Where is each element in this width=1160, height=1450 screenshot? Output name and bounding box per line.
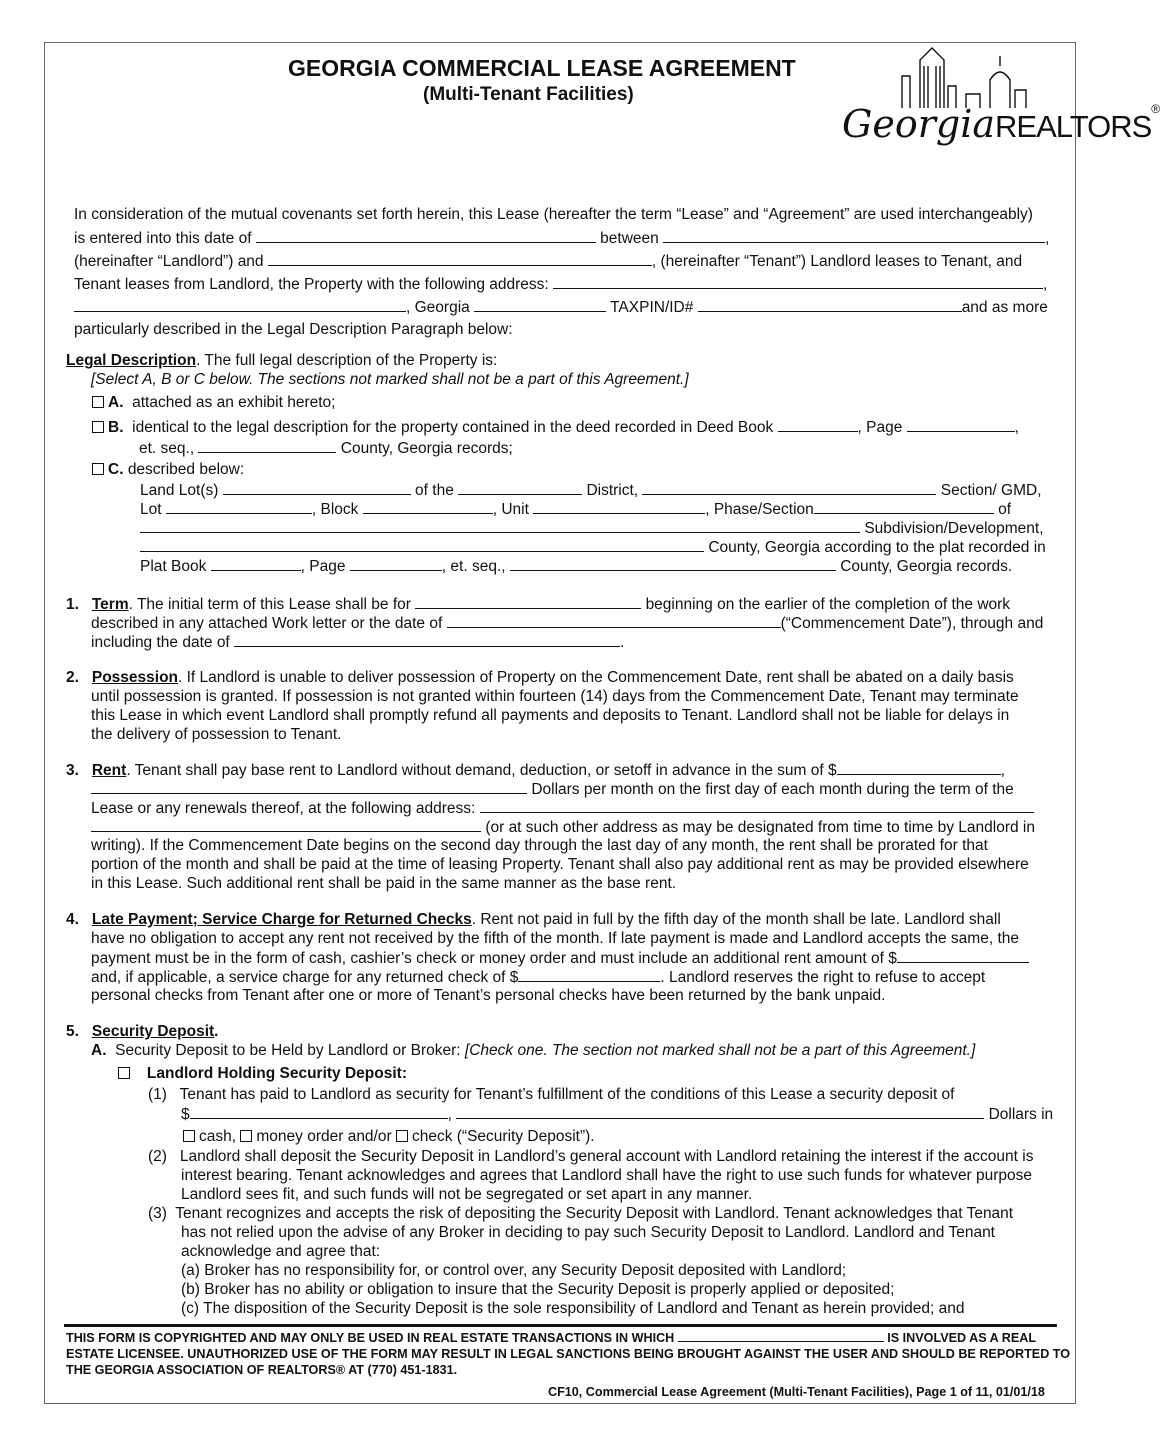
legal-instruction: [Select A, B or C below. The sections not marked shall not be a part of this Agreement.] [91,371,689,388]
legal-option-b-line-2 [139,438,513,458]
legal-c-line-1 [140,480,1042,500]
option-a-checkbox[interactable] [92,396,104,408]
section-5-a-letter: A. [91,1042,107,1059]
section-4-text-4a: and, if applicable, a service charge for any returned check of $ [91,969,519,986]
section-3-line-3 [91,798,1034,818]
section-3-text-1: . Tenant shall pay base rent to Landlord without demand, deduction, or setoff in advance in the sum of $ [126,762,837,779]
section-1-text-a: . The initial term of this Lease shall be for [128,596,411,613]
option-c-letter: C. [108,461,124,478]
logo-realtors-text: REALTORS [995,109,1152,144]
p2-text-1: Landlord shall deposit the Security Deposit in Landlord’s general account with Landlord retaining the interest if the account is [179,1148,1034,1165]
plat-book-field[interactable] [211,556,301,571]
option-b-letter: B. [108,419,124,436]
returned-check-charge-field[interactable] [518,967,660,982]
intro-line-5 [74,297,1048,317]
check-checkbox[interactable] [396,1130,408,1142]
footer-line-3: THE GEORGIA ASSOCIATION OF REALTORS® AT (770) 451-1831. [66,1363,458,1377]
unit-label: , Unit [492,501,529,518]
deed-county-field[interactable] [198,438,336,453]
p1-comma: , [447,1106,452,1123]
section-2-heading: Possession [91,669,179,686]
money-order-label: money order and/or [256,1128,392,1145]
form-identifier: CF10, Commercial Lease Agreement (Multi-Tenant Facilities), Page 1 of 11, 01/01/18 [548,1385,1045,1399]
section-3-line-6: portion of the month and shall be paid at the time of leasing Property. Tenant shall also pay additional rent as may be provided elsewhere [91,856,1029,873]
plat-etseq-label: , et. seq., [441,558,506,575]
deed-page-field[interactable] [907,417,1015,432]
section-3-line-2 [91,779,1014,799]
section-4-heading: Late Payment; Service Charge for Returned Checks [91,911,472,928]
p1-dollar-sign: $ [181,1106,190,1123]
intro-tenant-label: , (hereinafter “Tenant”) Landlord leases to Tenant, and [651,253,1023,270]
taxpin-label: TAXPIN/ID# [610,299,694,316]
intro-line-2: is entered into this date of between , [74,230,1050,247]
legal-description-heading [66,351,497,370]
subdivision-label: Subdivision/Development, [864,520,1044,537]
deposit-p1-line-3 [183,1127,595,1146]
section-5-period: . [214,1023,219,1040]
deposit-p3-line-2: has not relied upon the advise of any Broker in deciding to pay such Security Deposit to Landlord. Landlord and Tenant [181,1224,995,1241]
logo-script-text: Georgia [842,102,996,146]
landlord-holding-line [118,1064,407,1083]
intro-date-label: is entered into this date of [74,230,252,247]
unit-field[interactable] [533,499,705,514]
legal-heading-text: . The full legal description of the Property is: [196,352,498,369]
commencement-date-field[interactable] [447,613,781,628]
intro-landlord-label: (hereinafter “Landlord”) and [74,253,264,270]
section-1-line-1 [66,594,1010,614]
section-1-line-2 [91,613,1043,633]
plat-records-county-field[interactable] [510,556,836,571]
expiration-date-field[interactable] [234,632,620,647]
section-3-number: 3. [66,762,79,779]
section-5-heading-line [66,1022,218,1041]
deposit-p2-line-2: interest bearing. Tenant acknowledges and agrees that Landlord shall have the right to use such funds for whatever purpose [181,1167,1033,1184]
section-5-a-text: Security Deposit to be Held by Landlord or Broker: [115,1042,461,1059]
deposit-p3-item-b: (b) Broker has no ability or obligation to insure that the Security Deposit is properly applied or deposited; [181,1281,895,1298]
p3-number: (3) [148,1205,167,1222]
deposit-p3-item-a: (a) Broker has no responsibility for, or control over, any Security Deposit deposited with Landlord; [181,1262,847,1279]
intro-between-label: between [600,230,659,247]
georgia-realtors-logo [840,46,1160,166]
option-b-checkbox[interactable] [92,421,104,433]
section-1-text-e: including the date of [91,634,230,651]
section-5-a-line [91,1041,975,1060]
section-1-text-b: beginning on the earlier of the completion of the work [645,596,1011,613]
lot-field[interactable] [166,499,312,514]
deed-book-field[interactable] [778,417,858,432]
section-1-line-3: including the date of . [91,634,625,651]
section-1-text-c: described in any attached Work letter or the date of [91,615,443,632]
land-lot-field[interactable] [223,480,411,495]
intro-line-4: Tenant leases from Landlord, the Property with the following address: , [74,276,1048,293]
option-a-letter: A. [108,394,124,411]
term-length-field[interactable] [415,594,641,609]
section-4-line-4 [91,967,985,987]
option-c-text: described below: [127,461,245,478]
section-gmd-field[interactable] [642,480,936,495]
legal-option-b: B. identical to the legal description for the property contained in the deed recorded in Deed Book , Page , [92,417,1019,437]
section-2-number: 2. [66,669,79,686]
deposit-amount-field[interactable] [190,1104,448,1119]
base-rent-words-field[interactable] [91,779,527,794]
district-field[interactable] [458,480,582,495]
p3-text-1: Tenant recognizes and accepts the risk of depositing the Security Deposit with Landlord. Tenant acknowledges that Tenant [175,1205,1014,1222]
p1-number: (1) [148,1086,167,1103]
section-2-line-2: until possession is granted. If possession is not granted within fourteen (14) days from the Commencement Date, Tenant may terminate [91,688,1019,705]
deposit-p2-line-1 [148,1147,1033,1166]
section-5-heading: Security Deposit [91,1023,215,1040]
section-2-text-1: . If Landlord is unable to deliver possession of Property on the Commencement Date, rent shall be abated on a daily basis [178,669,1014,686]
landlord-holding-checkbox[interactable] [118,1067,130,1079]
deposit-words-field[interactable] [456,1104,984,1119]
section-3-line-7: in this Lease. Such additional rent shall be paid in the same manner as the base rent. [91,875,677,892]
page-title: GEORGIA COMMERCIAL LEASE AGREEMENT [288,55,796,81]
legal-option-c [92,460,244,479]
section-3-text-4: (or at such other address as may be designated from time to time by Landlord in [485,819,1035,836]
section-1-heading: Term [91,596,129,613]
section-3-text-3: Lease or any renewals thereof, at the following address: [91,800,476,817]
section-3-line-4 [91,817,1035,837]
intro-line-6: particularly described in the Legal Description Paragraph below: [74,321,513,338]
intro-line-3 [74,251,1022,271]
property-address-field[interactable] [553,274,1043,289]
option-b-text: identical to the legal description for the property contained in the deed recorded in Deed Book [132,419,774,436]
section-3-text-2: Dollars per month on the first day of each month during the term of the [531,781,1014,798]
cash-label: cash, [199,1128,237,1145]
section-gmd-label: Section/ GMD, [940,482,1042,499]
section-2-line-1 [66,668,1014,687]
plat-county-label: County, Georgia according to the plat recorded in [708,539,1046,556]
section-3-line-5: writing). If the Commencement Date begins on the second day through the last day of any month, the rent shall be prorated for that [91,837,988,854]
p1-text-1: Tenant has paid to Landlord as security for Tenant’s fulfillment of the conditions of this Lease a security deposit of [179,1086,955,1103]
legal-option-a [92,393,336,412]
section-4-line-2: have no obligation to accept any rent not received by the fifth of the month. If late payment is made and Landlord accepts the same, the [91,930,1019,947]
plat-page-label: , Page [300,558,346,575]
legal-c-line-4 [140,537,1046,557]
section-2-line-3: this Lease in which event Landlord shall promptly refund all payments and deposits to Tenant. Landlord shall not be liable for delays in [91,707,1010,724]
intro-line-1: In consideration of the mutual covenants set forth herein, this Lease (hereafter the term “Lease” and “Agreement” are used interchangeably) [74,206,1033,223]
footer-line-2: ESTATE LICENSEE. UNAUTHORIZED USE OF THE FORM MAY RESULT IN LEGAL SANCTIONS BEING BROUGHT AGAINST THE USER AND SHOULD BE REPORTED TO [66,1347,1071,1361]
deposit-p3-line-3: acknowledge and agree that: [181,1243,381,1260]
logo-registered-mark: ® [1151,102,1160,116]
phase-section-label: , Phase/Section [705,501,814,518]
base-rent-amount-field[interactable] [837,760,1001,775]
section-5-a-instruction: [Check one. The section not marked shall not be a part of this Agreement.] [464,1042,976,1059]
plat-county-field[interactable] [140,537,704,552]
deposit-p2-line-3: Landlord sees fit, and such funds will not be segregated or set apart in any manner. [181,1186,753,1203]
money-order-checkbox[interactable] [240,1130,252,1142]
legal-c-line-3 [140,518,1044,538]
district-label: District, [586,482,639,499]
footer-text-1b: IS INVOLVED AS A REAL [887,1331,1037,1345]
of-label: of [998,501,1012,518]
footer-text-1a: THIS FORM IS COPYRIGHTED AND MAY ONLY BE USED IN REAL ESTATE TRANSACTIONS IN WHICH [66,1331,675,1345]
block-label: , Block [311,501,359,518]
property-county-field[interactable] [474,297,606,312]
legal-c-line-2 [140,499,1011,519]
land-lot-label: Land Lot(s) [140,482,219,499]
section-3-line-1: 3. Rent. Tenant shall pay base rent to Landlord without demand, deduction, or setoff in advance in the sum of $ , [66,762,1005,779]
intro-georgia-label: , Georgia [406,299,470,316]
footer-rule [64,1324,1057,1327]
section-4-text-1: . Rent not paid in full by the fifth day of the month shall be late. Landlord shall [471,911,1001,928]
phase-section-field[interactable] [814,499,994,514]
section-4-line-5: personal checks from Tenant after one or more of Tenant’s personal checks have been returned by the bank unpaid. [91,987,886,1004]
page-subtitle: (Multi-Tenant Facilities) [423,84,634,105]
deposit-p3-line-1 [148,1204,1013,1223]
section-5-number: 5. [66,1023,79,1040]
block-field[interactable] [363,499,493,514]
intro-address-label: Tenant leases from Landlord, the Property with the following address: [74,276,549,293]
option-b-etseq-label: et. seq., [139,440,195,457]
section-1-number: 1. [66,596,79,613]
p2-number: (2) [148,1148,167,1165]
landlord-name-field[interactable] [663,228,1045,243]
cash-checkbox[interactable] [183,1130,195,1142]
plat-book-label: Plat Book [140,558,207,575]
rent-address-continued-field[interactable] [91,817,481,832]
rent-address-field[interactable] [480,798,1034,813]
licensee-name-field[interactable] [678,1330,884,1342]
taxpin-field[interactable] [698,297,962,312]
option-b-county-label: County, Georgia records; [340,440,513,457]
section-3-heading: Rent [91,762,127,779]
of-the-label: of the [415,482,454,499]
property-city-field[interactable] [74,297,406,312]
section-4-text-3: payment must be in the form of cash, cashier’s check or money order and must include an additional rent amount of $ [91,950,897,967]
landlord-holding-label: Landlord Holding Security Deposit: [146,1065,407,1082]
lease-date-field[interactable] [256,228,596,243]
plat-records-label: County, Georgia records. [840,558,1013,575]
late-charge-field[interactable] [897,948,1029,963]
footer-line-1 [66,1330,1036,1346]
section-1-text-d: (“Commencement Date”), through and [780,615,1044,632]
legal-heading-label: Legal Description [66,352,197,369]
legal-c-line-5 [140,556,1012,576]
tenant-name-field[interactable] [268,251,652,266]
section-4-number: 4. [66,911,79,928]
section-4-text-4b: . Landlord reserves the right to refuse to accept [660,969,986,986]
intro-as-more-label: and as more [961,299,1048,316]
deposit-p3-item-c: (c) The disposition of the Security Deposit is the sole responsibility of Landlord and Tenant as herein provided; and [181,1300,965,1317]
section-4-line-3 [91,948,1029,968]
section-2-line-4: the delivery of possession to Tenant. [91,726,342,743]
lot-label: Lot [140,501,162,518]
deposit-p1-line-2 [181,1104,1053,1124]
deposit-p1-line-1 [148,1085,954,1104]
check-label: check (“Security Deposit”). [411,1128,595,1145]
subdivision-field[interactable] [140,518,860,533]
section-4-line-1 [66,910,1001,929]
option-a-text: attached as an exhibit hereto; [132,394,336,411]
plat-page-field[interactable] [350,556,442,571]
option-c-checkbox[interactable] [92,463,104,475]
option-b-page-label: , Page [857,419,903,436]
p1-dollars-in: Dollars in [988,1106,1054,1123]
